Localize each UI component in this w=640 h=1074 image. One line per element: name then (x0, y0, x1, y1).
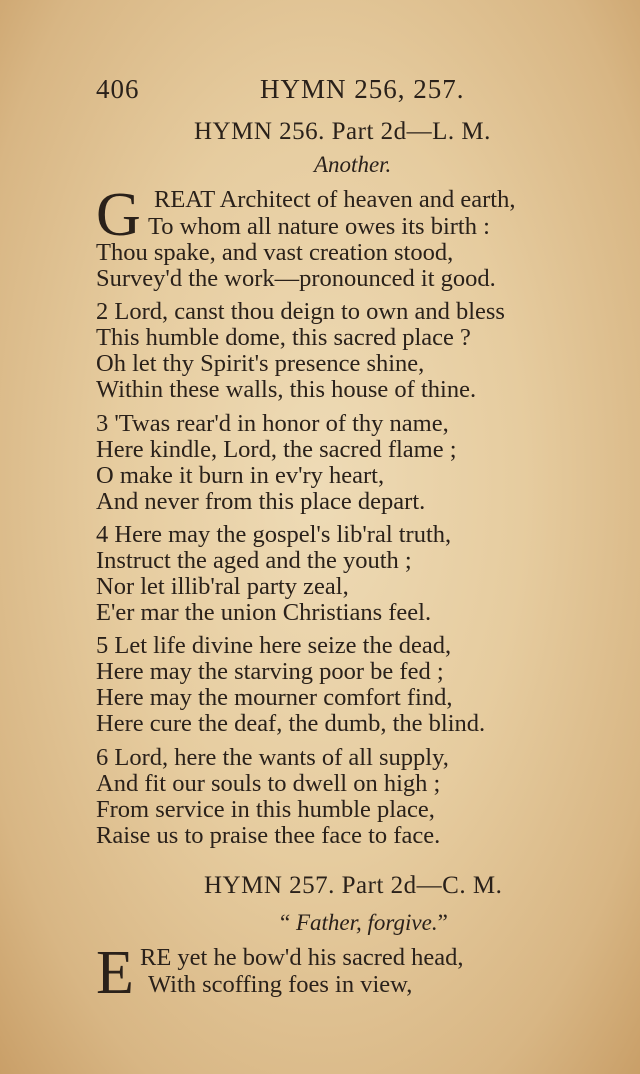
verse-line: Thou spake, and vast creation stood, (96, 239, 454, 266)
verse-line: And fit our souls to dwell on high ; (96, 770, 441, 797)
page-number: 406 (96, 74, 140, 104)
hymn-256-drop-cap: G (96, 181, 141, 249)
verse-line: 3 'Twas rear'd in honor of thy name, (96, 410, 449, 437)
verse-line: This humble dome, this sacred place ? (96, 324, 471, 351)
subtitle-open-quote: “ (280, 910, 296, 935)
verse-line: Raise us to praise thee face to face. (96, 822, 441, 849)
hymn-256-title: HYMN 256. Part 2d—L. M. (194, 118, 491, 145)
verse-line: Within these walls, this house of thine. (96, 376, 477, 403)
verse-line: Instruct the aged and the youth ; (96, 547, 412, 574)
verse-line: Here kindle, Lord, the sacred flame ; (96, 436, 457, 463)
subtitle-text: Father, forgive. (295, 910, 438, 935)
verse-line: From service in this humble place, (96, 796, 435, 823)
verse-line: With scoffing foes in view, (148, 971, 413, 998)
hymn-256-line-1: REAT Architect of heaven and earth, (154, 186, 516, 213)
hymn-257-line-1: RE yet he bow'd his sacred head, (140, 944, 464, 971)
verse-line: And never from this place depart. (96, 488, 426, 515)
hymn-257-drop-cap: E (96, 939, 134, 1007)
verse-line: E'er mar the union Christians feel. (96, 599, 432, 626)
verse-line: To whom all nature owes its birth : (148, 213, 490, 240)
verse-line: Here cure the deaf, the dumb, the blind. (96, 710, 486, 737)
running-head: HYMN 256, 257. (260, 74, 465, 104)
hymn-256-subtitle: Another. (314, 152, 392, 177)
verse-line: 5 Let life divine here seize the dead, (96, 632, 452, 659)
hymn-257-subtitle (280, 910, 448, 936)
verse-line: Survey'd the work—pronounced it good. (96, 265, 496, 292)
subtitle-close-quote: ” (437, 910, 448, 935)
verse-line: Here may the mourner comfort find, (96, 684, 453, 711)
verse-line: 4 Here may the gospel's lib'ral truth, (96, 521, 452, 548)
verse-line: Here may the starving poor be fed ; (96, 658, 444, 685)
verse-line: O make it burn in ev'ry heart, (96, 462, 385, 489)
verse-line: Oh let thy Spirit's presence shine, (96, 350, 425, 377)
hymn-257-title: HYMN 257. Part 2d—C. M. (204, 872, 503, 899)
verse-line: Nor let illib'ral party zeal, (96, 573, 349, 600)
verse-line: 6 Lord, here the wants of all supply, (96, 744, 449, 771)
verse-line: 2 Lord, canst thou deign to own and bless (96, 298, 505, 325)
page-header (96, 74, 544, 110)
